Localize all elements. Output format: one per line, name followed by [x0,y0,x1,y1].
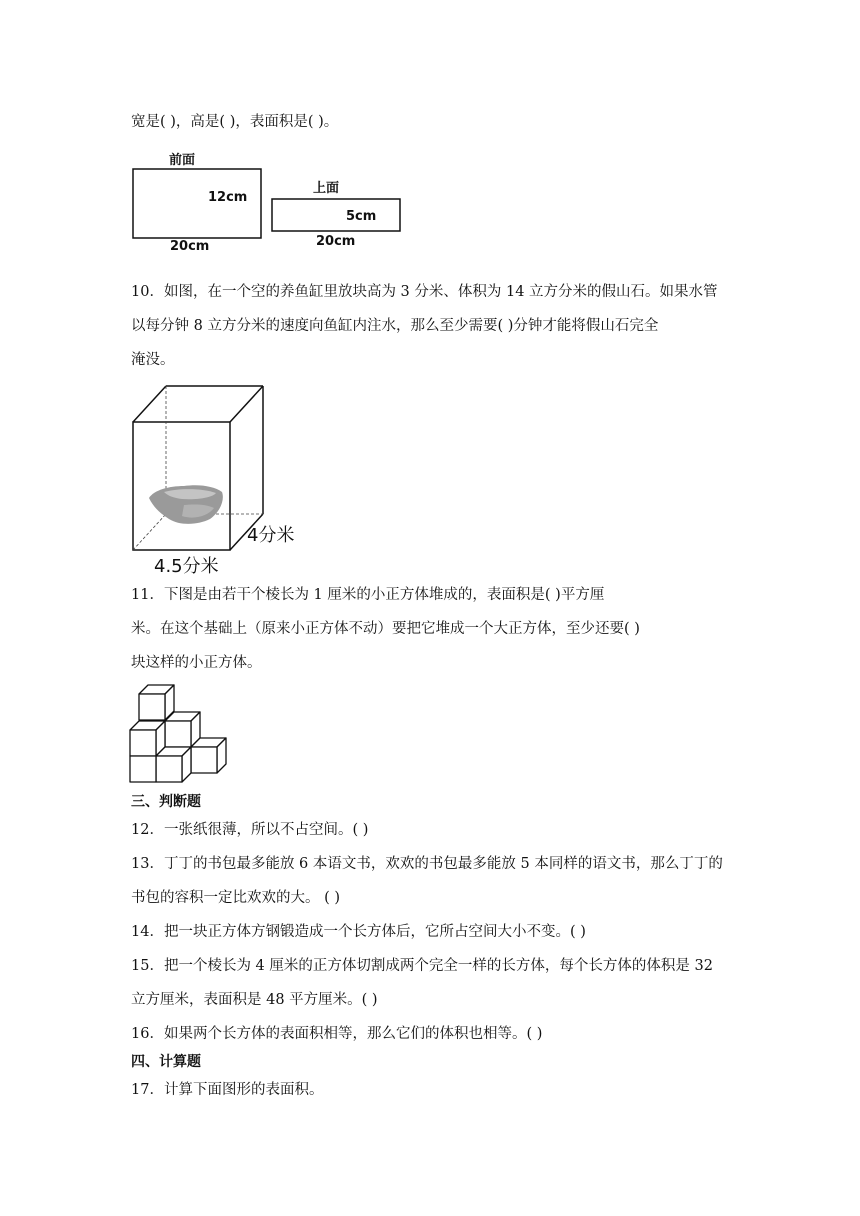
top-depth-label: 5cm [346,209,377,224]
q10-line1: 10．如图，在一个空的养鱼缸里放块高为 3 分米、体积为 14 立方分米的假山石。如果水管 [131,284,718,300]
q13-line1: 13．丁丁的书包最多能放 6 本语文书，欢欢的书包最多能放 5 本同样的语文书，那么丁丁的 [131,856,723,872]
q16-text: 16．如果两个长方体的表面积相等，那么它们的体积也相等。( ) [131,1026,543,1042]
stacked-cubes-figure [124,684,234,788]
cube [191,738,226,773]
front-height-label: 12cm [208,190,248,205]
cube [165,712,200,747]
section3-title: 三、判断题 [131,794,201,810]
q11-line1: 11．下图是由若干个棱长为 1 厘米的小正方体堆成的，表面积是( )平方厘 [131,587,605,603]
q14-text: 14．把一块正方体方钢锻造成一个长方体后，它所占空间大小不变。( ) [131,924,586,940]
rock-shape [149,485,223,524]
q12-text: 12．一张纸很薄，所以不占空间。( ) [131,822,369,838]
front-view-label: 前面 [169,153,196,168]
q10-line3: 淹没。 [131,352,175,368]
q11-line2: 米。在这个基础上（原来小正方体不动）要把它堆成一个大正方体，至少还要( ) [131,621,640,637]
q9-views-figure [124,146,424,258]
cube [130,721,165,756]
q15-line1: 15．把一个棱长为 4 厘米的正方体切割成两个完全一样的长方体，每个长方体的体积是 32 [131,958,713,974]
fish-tank-figure [124,380,314,576]
cube [156,747,191,782]
top-width-label: 20cm [316,234,356,249]
cube [139,685,174,720]
front-width-label: 20cm [170,239,210,254]
section4-title: 四、计算题 [131,1054,201,1070]
tank-width-label: 4.5分米 [154,556,219,577]
cube [130,756,156,782]
q11-line3: 块这样的小正方体。 [131,655,262,671]
q13-line2: 书包的容积一定比欢欢的大。 ( ) [131,890,341,906]
q17-text: 17．计算下面图形的表面积。 [131,1082,324,1098]
top-view-rect [272,199,400,231]
q10-line2: 以每分钟 8 立方分米的速度向鱼缸内注水，那么至少需要( )分钟才能将假山石完全 [131,318,659,334]
tank-depth-label: 4分米 [247,525,295,546]
stacked-cubes-svg [124,684,234,788]
tank-front-face [133,422,230,550]
q15-line2: 立方厘米，表面积是 48 平方厘米。( ) [131,992,378,1008]
top-view-label: 上面 [313,181,340,196]
q9-answer-line: 宽是( )，高是( )，表面积是( )。 [131,114,339,130]
